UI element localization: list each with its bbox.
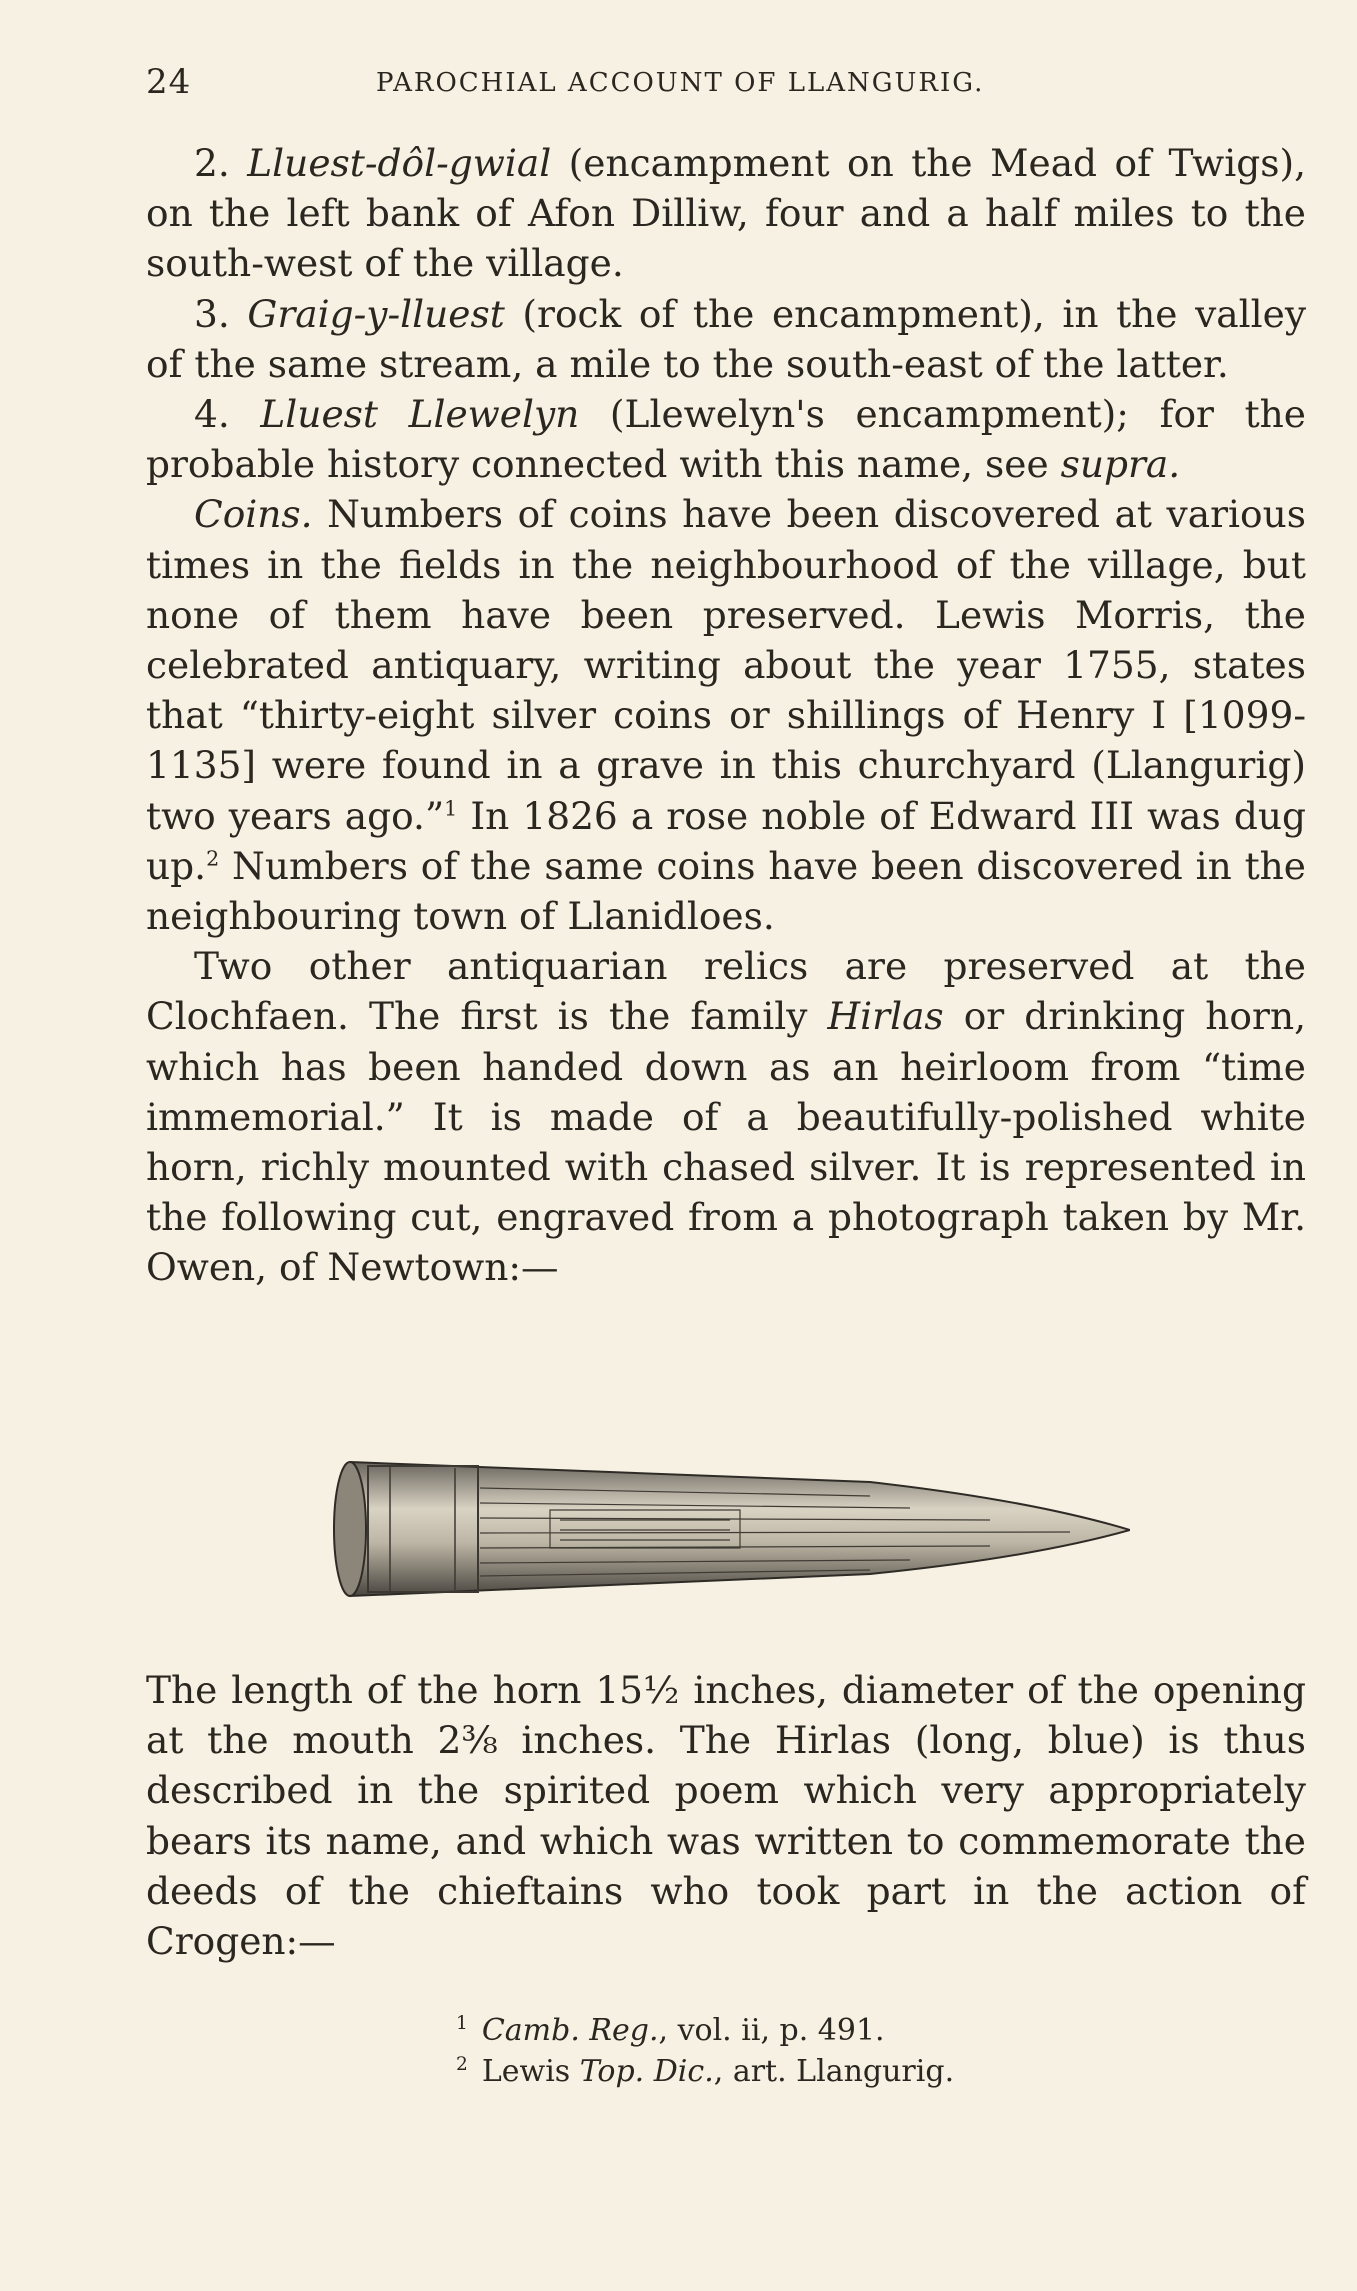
footnote-ref: 2 [206, 846, 220, 871]
horn-description [146, 1665, 1306, 1966]
paragraph-text: In 1826 a rose noble of Edward III was dug up. [146, 793, 1306, 888]
paragraph-text: Numbers of the same coins have been discovered in the neighbouring town of Llanidloes. [146, 843, 1306, 939]
footnote-text: Lewis [481, 2054, 580, 2089]
paragraph-relics [146, 941, 1306, 1292]
paragraph-lluest-dol-gwial [146, 138, 1306, 289]
running-title: PAROCHIAL ACCOUNT OF LLANGURIG. [376, 68, 985, 98]
page-number: 24 [146, 62, 192, 102]
footnote-text: , vol. ii, p. 491. [658, 2013, 885, 2048]
footnote-2 [456, 2051, 1256, 2092]
place-name: Lluest-dôl-gwial [247, 141, 552, 185]
paragraph-lluest-llewelyn [146, 389, 1306, 489]
place-name: Lluest Llewelyn [260, 392, 580, 437]
paragraph-text: Two other antiquarian relics are preserved at the Clochfaen. The first is the family [146, 944, 1306, 1039]
item-number: 2. [194, 141, 230, 185]
footnote-source: Camb. Reg. [481, 2013, 659, 2048]
drinking-horn-figure [310, 1448, 1130, 1608]
paragraph-text: (Llewelyn's encampment); for the probable history connected with this name, see [146, 392, 1306, 487]
paragraph-text: The length of the horn 15½ inches, diameter of the opening at the mouth 2⅜ inches. The Hirlas (long, blue) is thus described in the spirited poem which very appropriately bears its name, and which was written to commemorate the deeds of the chieftains who took part in the action of Crogen:— [146, 1668, 1306, 1964]
paragraph-horn-dimensions [146, 1665, 1306, 1966]
footnote-ref: 1 [444, 796, 458, 821]
footnotes [456, 2010, 1256, 2092]
paragraph-text: Numbers of coins have been discovered at various times in the fields in the neighbourhood of the village, but none of them have been preserved. Lewis Morris, the celebrated antiquary, writing about the year 1755, states that “thirty-eight silver coins or shillings of Henry I [1099-1135] were found in a grave in this churchyard (Llangurig) two years ago.” [146, 492, 1306, 838]
place-name: Graig-y-lluest [247, 291, 505, 336]
page-header [146, 62, 1306, 112]
footnote-1 [456, 2010, 1256, 2051]
section-lead: Coins. [194, 492, 313, 537]
paragraph-coins [146, 489, 1306, 941]
footnote-mark: 2 [456, 2054, 468, 2075]
body-text [146, 138, 1306, 1293]
paragraph-text: (rock of the encampment), in the valley of the same stream, a mile to the south-east of the latter. [146, 291, 1307, 386]
paragraph-text: or drinking horn, which has been handed down as an heirloom from “time immemorial.” It is made of a beautifully-polished white horn, richly mounted with chased silver. It is represented in the following cut, engraved from a photograph taken by Mr. Owen, of Newtown:— [146, 994, 1307, 1290]
drinking-horn-engraving-icon [310, 1448, 1130, 1608]
item-number: 4. [194, 392, 230, 437]
footnote-text: , art. Llangurig. [713, 2054, 955, 2089]
item-number: 3. [194, 291, 230, 336]
hirlas-term: Hirlas [827, 994, 944, 1039]
paragraph-text: (encampment on the Mead of Twigs), on the left bank of Afon Dilliw, four and a half miles to the south-west of the village. [146, 141, 1307, 286]
footnote-mark: 1 [456, 2013, 468, 2034]
supra-reference: supra. [1060, 442, 1181, 487]
paragraph-graig-y-lluest [146, 289, 1306, 389]
footnote-source: Top. Dic. [579, 2054, 714, 2089]
